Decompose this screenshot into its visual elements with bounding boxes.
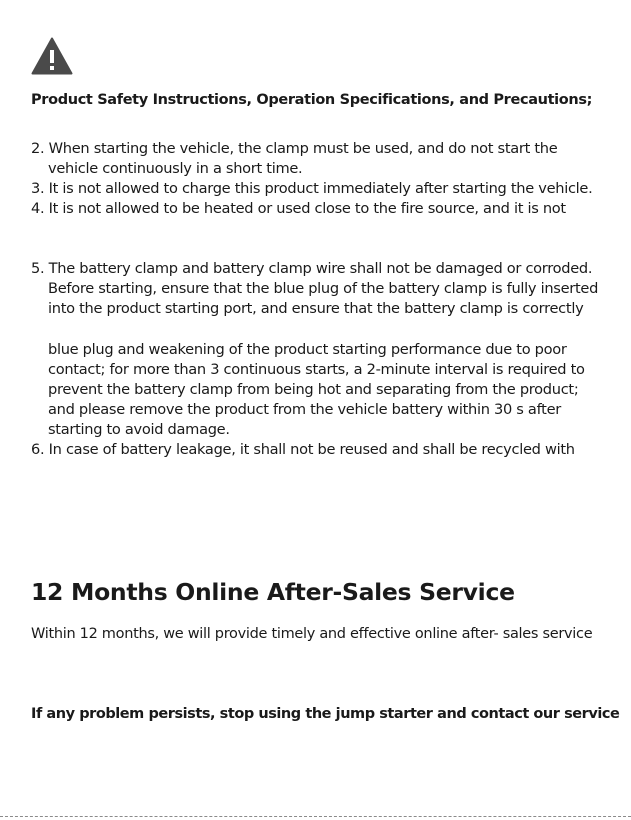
safety-item-5-line-5: contact; for more than 3 continuous starts, a 2-minute interval is required to <box>48 361 585 378</box>
safety-item-5-line-8: starting to avoid damage. <box>48 421 230 438</box>
page-bottom-divider <box>0 816 631 817</box>
service-description: Within 12 months, we will provide timely and effective online after- sales service <box>31 626 593 642</box>
safety-item-3: 3. It is not allowed to charge this product immediately after starting the vehicle. <box>31 180 593 197</box>
safety-item-4: 4. It is not allowed to be heated or used close to the fire source, and it is not <box>31 200 566 217</box>
safety-item-5-line-7: and please remove the product from the vehicle battery within 30 s after <box>48 401 561 418</box>
service-contact-notice: If any problem persists, stop using the jump starter and contact our service <box>31 706 620 722</box>
safety-item-5-line-3: into the product starting port, and ensure that the battery clamp is correctly <box>48 300 584 317</box>
safety-item-5-line-1: 5. The battery clamp and battery clamp wire shall not be damaged or corroded. <box>31 260 593 277</box>
safety-item-5-line-2: Before starting, ensure that the blue plug of the battery clamp is fully inserted <box>48 280 599 297</box>
safety-item-5-line-4: blue plug and weakening of the product starting performance due to poor <box>48 341 567 358</box>
safety-heading: Product Safety Instructions, Operation Specifications, and Precautions; <box>31 92 593 108</box>
safety-item-2-line-1: 2. When starting the vehicle, the clamp must be used, and do not start the <box>31 140 558 157</box>
safety-item-6: 6. In case of battery leakage, it shall not be reused and shall be recycled with <box>31 441 575 458</box>
service-title: 12 Months Online After-Sales Service <box>31 578 515 606</box>
warning-triangle-icon <box>31 37 73 75</box>
safety-item-2-line-2: vehicle continuously in a short time. <box>48 160 303 177</box>
safety-item-5-line-6: prevent the battery clamp from being hot and separating from the product; <box>48 381 579 398</box>
